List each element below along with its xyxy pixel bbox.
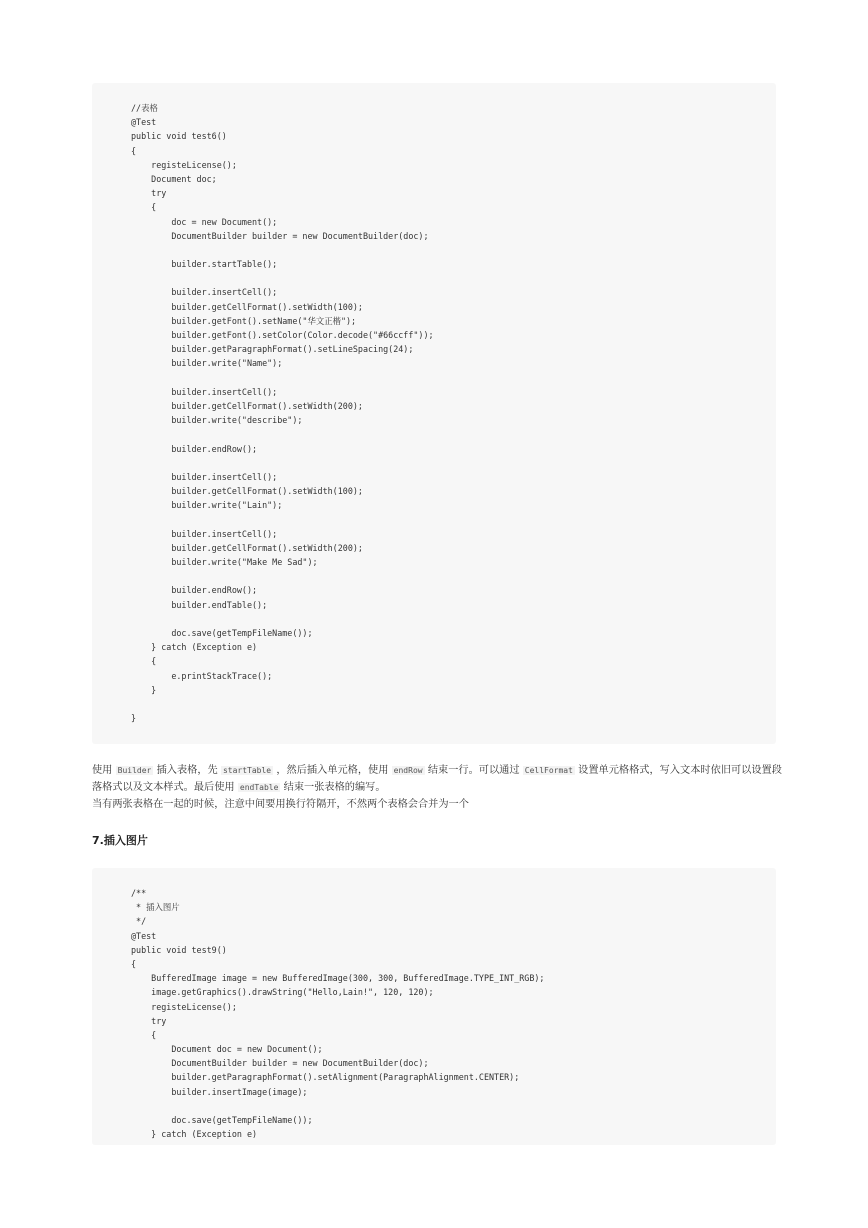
code-line: builder.endRow(); <box>131 585 258 596</box>
code-line: builder.getCellFormat().setWidth(200); <box>131 400 363 411</box>
code-line: builder.insertCell(); <box>131 386 278 397</box>
code-line <box>92 1099 776 1113</box>
code-line: builder.getFont().setColor(Color.decode("#66ccff")); <box>131 330 434 340</box>
code-line <box>92 243 776 257</box>
code-line: builder.insertImage(image); <box>131 1086 308 1097</box>
text-run: ，然后插入单元格，使用 <box>273 765 392 776</box>
code-line: builder.endRow(); <box>131 443 258 454</box>
code-line: { <box>131 1029 157 1040</box>
code-line: builder.write("Name"); <box>131 358 283 369</box>
code-line: try <box>131 1015 167 1026</box>
code-line: builder.write("describe"); <box>131 415 303 426</box>
note-paragraph: 当有两张表格在一起的时候，注意中间要用换行符隔开，不然两个表格会合并为一个 <box>92 799 469 810</box>
code-line <box>92 569 776 583</box>
code-line: DocumentBuilder builder = new DocumentBuilder(doc); <box>131 1058 429 1069</box>
code-line: builder.getCellFormat().setWidth(100); <box>131 301 363 312</box>
code-line: builder.endTable(); <box>131 599 268 610</box>
text-run: 设置单元格格式，写入文本时依旧可以设置段落格式以及文本样式。最后使用 <box>92 765 782 793</box>
inline-code-cellformat: CellFormat <box>524 766 573 775</box>
code-line: builder.getCellFormat().setWidth(200); <box>131 542 363 553</box>
code-line: registeLicense(); <box>131 1001 237 1012</box>
code-line: { <box>131 145 137 156</box>
code-line: } <box>131 713 137 724</box>
code-line: /** <box>131 888 147 898</box>
code-line: builder.getParagraphFormat().setLineSpacing(24); <box>131 344 414 355</box>
section-heading: 7.插入图片 <box>92 834 148 847</box>
code-line: */ <box>131 916 147 927</box>
inline-code-starttable: startTable <box>222 766 272 775</box>
code-line <box>92 697 776 711</box>
code-line: Document doc; <box>131 173 217 184</box>
code-line: builder.insertCell(); <box>131 528 278 539</box>
code-line: public void test6() <box>131 131 227 142</box>
code-line: { <box>131 202 157 213</box>
code-line: doc.save(getTempFileName()); <box>131 1115 313 1125</box>
code-line: builder.startTable(); <box>131 259 278 270</box>
code-line: } catch (Exception e) <box>131 1129 258 1140</box>
text-run: 使用 <box>92 765 116 776</box>
code-line: builder.getCellFormat().setWidth(100); <box>131 486 363 497</box>
code-line: image.getGraphics().drawString("Hello,Lain!", 120, 120); <box>131 987 434 998</box>
code-line: doc.save(getTempFileName()); <box>131 627 313 638</box>
code-line: } catch (Exception e) <box>131 642 258 653</box>
code-line <box>92 371 776 385</box>
code-line: e.printStackTrace(); <box>131 670 273 681</box>
code-line: builder.write("Make Me Sad"); <box>131 557 318 567</box>
code-line <box>92 456 776 470</box>
code-block-image-example[interactable] <box>92 868 776 1145</box>
code-line: doc = new Document(); <box>131 216 278 227</box>
code-block-table-example[interactable] <box>92 83 776 744</box>
code-line: * 插入图片 <box>131 902 180 913</box>
code-line: Document doc = new Document(); <box>131 1044 323 1055</box>
code-line: builder.insertCell(); <box>131 287 278 298</box>
code-line: try <box>131 188 167 199</box>
code-line <box>92 512 776 526</box>
code-line: //表格 <box>131 103 158 113</box>
code-line: DocumentBuilder builder = new DocumentBuilder(doc); <box>131 230 429 241</box>
text-run: 插入表格，先 <box>153 765 221 776</box>
text-run: 结束一行。可以通过 <box>424 765 523 776</box>
code-line: registeLicense(); <box>131 159 237 170</box>
code-line: public void test9() <box>131 944 227 955</box>
code-line: builder.getParagraphFormat().setAlignment(ParagraphAlignment.CENTER); <box>131 1072 520 1083</box>
code-line <box>92 271 776 285</box>
explanation-paragraph <box>92 762 782 796</box>
code-line: { <box>131 958 137 969</box>
code-line: @Test <box>131 930 157 941</box>
code-line: BufferedImage image = new BufferedImage(300, 300, BufferedImage.TYPE_INT_RGB); <box>131 973 545 984</box>
inline-code-builder: Builder <box>117 766 152 775</box>
text-run: 结束一张表格的编写。 <box>280 782 386 793</box>
code-line: @Test <box>131 117 157 128</box>
code-line: } <box>131 684 157 695</box>
inline-code-endrow: endRow <box>393 766 423 775</box>
inline-code-endtable: endTable <box>239 783 279 792</box>
code-line <box>92 612 776 626</box>
code-line: builder.write("Lain"); <box>131 500 283 511</box>
code-line: builder.getFont().setName("华文正楷"); <box>131 315 357 326</box>
code-line: builder.insertCell(); <box>131 471 278 482</box>
code-line: { <box>131 656 157 667</box>
code-line <box>92 427 776 441</box>
